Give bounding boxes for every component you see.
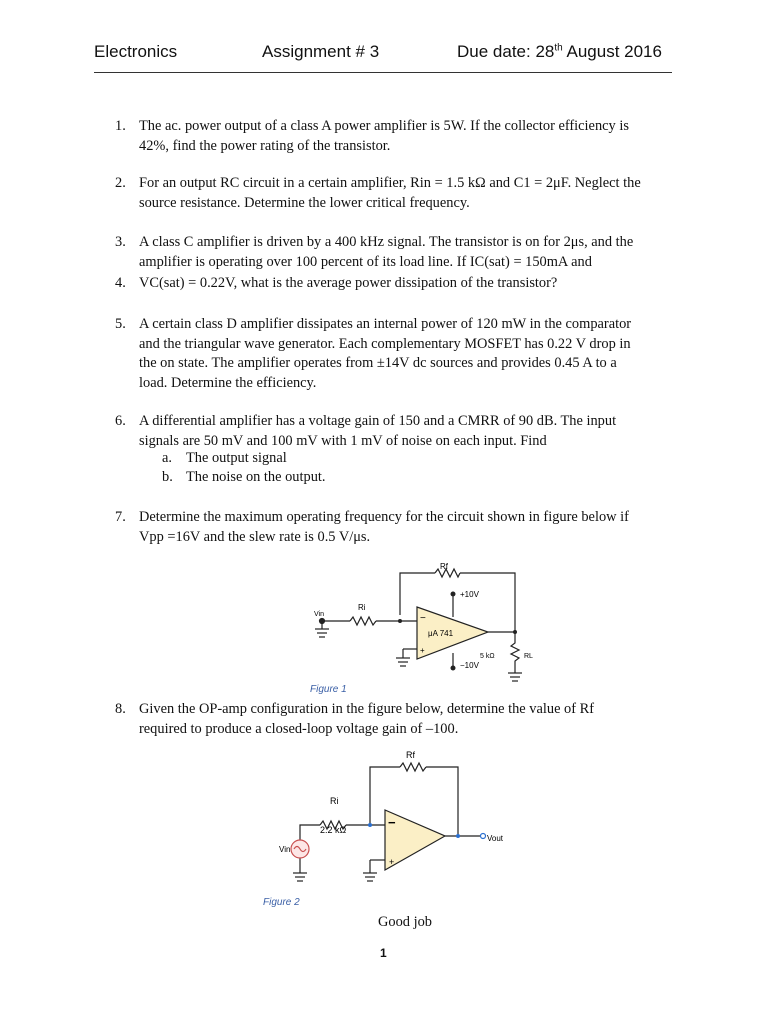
- svg-text:Ri: Ri: [330, 796, 339, 806]
- svg-text:−: −: [388, 815, 396, 830]
- figure-1-caption: Figure 1: [310, 684, 347, 695]
- svg-text:Rf: Rf: [406, 750, 415, 760]
- figure-2-circuit: [275, 740, 515, 900]
- svg-text:Ri: Ri: [358, 603, 366, 612]
- assignment-number: Assignment # 3: [262, 42, 380, 61]
- page-number: 1: [380, 946, 387, 960]
- svg-text:+: +: [420, 646, 425, 655]
- svg-text:Vout: Vout: [487, 834, 504, 843]
- svg-text:Vin: Vin: [279, 845, 291, 854]
- due-date: Due date: 28th August 2016: [457, 42, 662, 61]
- closing-note: Good job: [378, 914, 432, 930]
- document-page: Electronics Assignment # 3 Due date: 28th August 2016 1. The ac. power output of a class A power amplifier is 5W. If the collector efficiency is 42%, find the power rating of the transistor. 2. For an output RC circuit in a certain amplifier, Rin = 1.5 kΩ and C1 = 2μF. Neglect the source resistance. Determine the lower critical frequency. 3. A class C amplifier is driven by a 400 kHz signal. The transistor is on for 2μs, and the amplifier is operating over 100 percent of its load line. If IC(sat) = 150mA and 4. VC(sat) = 0.22V, what is the average power dissipation of the transistor? 5. A certain class D amplifier dissipates an internal power of 120 mW in the comparator and the triangular wave generator. Each complementary MOSFET has 0.22 V drop in the on state. The amplifier operates from ±14V dc sources and provides 0.45 A to a load. Determine the efficiency. 6. A differential amplifier has a voltage gain of 150 and a CMRR of 90 dB. The input signals are 50 mV and 100 mV with 1 mV of noise on each input. Find a. The output signal b. The noise on the output. 7. Determine the maximum operating frequency for the circuit shown in figure below if Vpp =16V and the slew rate is 0.5 V/μs. Rf Ri Vin μA 741 +10V −10V 5 kΩ RL − + Figure 1 8. Given the OP-amp configuration in the figure below, determine the value of Rf required to produce a closed-loop voltage gain of –100. Rf Ri 2.2 kΩ Vin Vout − + Figure 2 Good job 1: [0, 0, 768, 1024]
- svg-text:5 kΩ: 5 kΩ: [480, 653, 495, 660]
- figure-1-circuit: [300, 555, 540, 685]
- svg-text:+: +: [389, 857, 395, 867]
- svg-text:−: −: [420, 613, 426, 624]
- course-title: Electronics: [94, 42, 178, 61]
- svg-text:2.2 kΩ: 2.2 kΩ: [320, 825, 347, 835]
- svg-text:μA 741: μA 741: [428, 629, 454, 638]
- header-rule: [94, 72, 672, 73]
- svg-text:Vin: Vin: [314, 611, 324, 618]
- figure-2-caption: Figure 2: [263, 897, 300, 908]
- svg-text:+10V: +10V: [460, 590, 479, 599]
- svg-text:RL: RL: [524, 653, 533, 660]
- svg-text:Rf: Rf: [440, 562, 448, 571]
- svg-text:−10V: −10V: [460, 661, 479, 670]
